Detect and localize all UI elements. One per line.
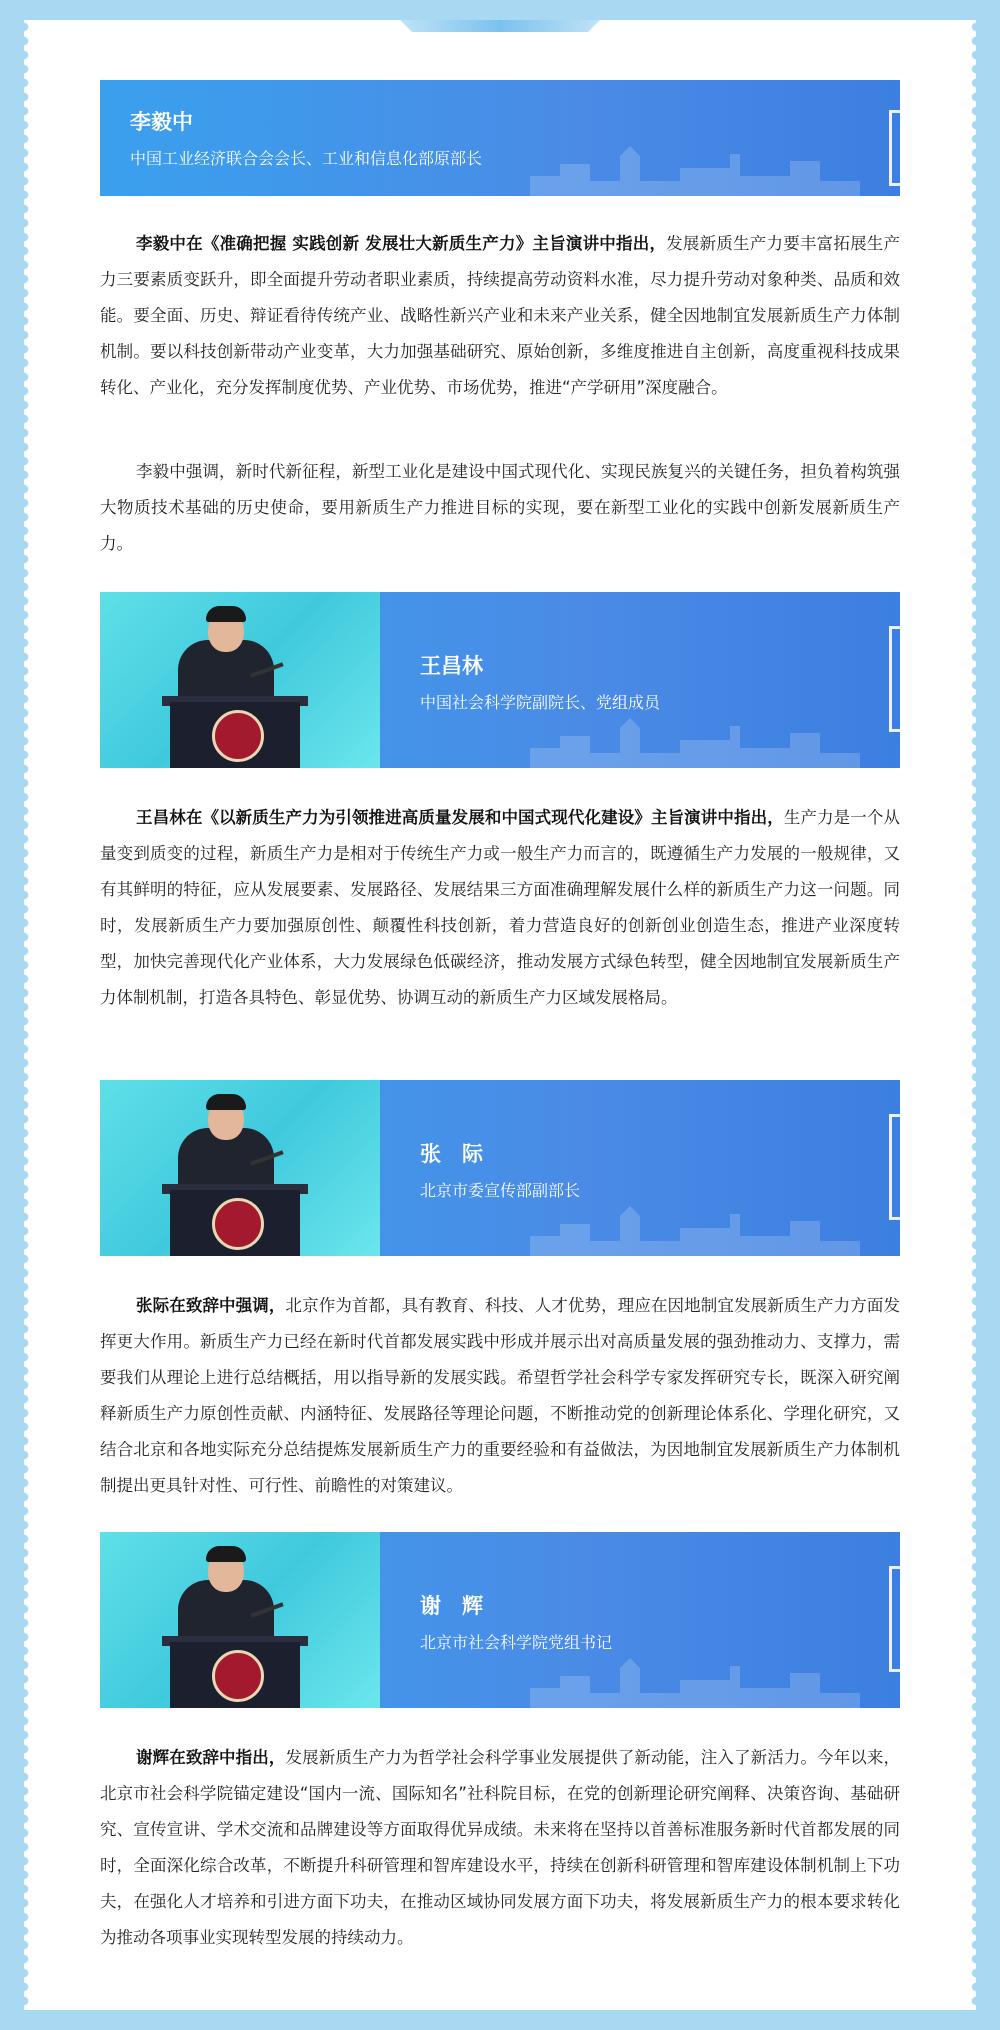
speaker-photo <box>100 1080 380 1256</box>
paragraph-text: 李毅中强调，新时代新征程，新型工业化是建设中国式现代化、实现民族复兴的关键任务，担负着构筑强大物质技术基础的历史使命，要用新质生产力推进目标的实现，要在新型工业化的实践中创新发展新质生产力。 <box>100 462 900 553</box>
speaker-name: 王昌林 <box>420 654 483 678</box>
banner-corner-bracket <box>889 1114 900 1220</box>
speaker-1-paragraph-2 <box>100 454 900 562</box>
speaker-name: 谢 辉 <box>420 1594 483 1618</box>
banner-corner-bracket <box>889 626 900 732</box>
paragraph-text: 发展新质生产力要丰富拓展生产力三要素质变跃升，即全面提升劳动者职业素质，持续提高劳动资料水准，尽力提升劳动对象种类、品质和效能。要全面、历史、辩证看待传统产业、战略性新兴产业和未来产业关系，健全因地制宜发展新质生产力体制机制。要以科技创新带动产业变革，大力加强基础研究、原始创新，多维度推进自主创新，高度重视科技成果转化、产业化，充分发挥制度优势、产业优势、市场优势，推进“产学研用”深度融合。 <box>100 234 900 397</box>
speaker-banner-1 <box>100 80 900 196</box>
speaker-4-paragraph-1 <box>100 1740 900 1956</box>
paragraph-lead: 王昌林在《以新质生产力为引领推进高质量发展和中国式现代化建设》主旨演讲中指出， <box>136 808 784 827</box>
speaker-name: 张 际 <box>420 1142 483 1166</box>
emblem-logo <box>212 710 264 762</box>
paragraph-text: 发展新质生产力为哲学社会科学事业发展提供了新动能，注入了新活力。今年以来，北京市社会科学院锚定建设“国内一流、国际知名”社科院目标，在党的创新理论研究阐释、决策咨询、基础研究、宣传宣讲、学术交流和品牌建设等方面取得优异成绩。未来将在坚持以首善标准服务新时代首都发展的同时，全面深化综合改革，不断提升科研管理和智库建设水平，持续在创新科研管理和智库建设体制机制上下功夫，在强化人才培养和引进方面下功夫，在推动区域协同发展方面下功夫，将发展新质生产力的根本要求转化为推动各项事业实现转型发展的持续动力。 <box>100 1748 901 1947</box>
speaker-banner-3 <box>100 1080 900 1256</box>
paragraph-text: 北京作为首都，具有教育、科技、人才优势，理应在因地制宜发展新质生产力方面发挥更大作用。新质生产力已经在新时代首都发展实践中形成并展示出对高质量发展的强劲推动力、支撑力，需要我们从理论上进行总结概括，用以指导新的发展实践。希望哲学社会科学专家发挥研究专长，既深入研究阐释新质生产力原创性贡献、内涵特征、发展路径等理论问题，不断推动党的创新理论体系化、学理化研究，又结合北京和各地实际充分总结提炼发展新质生产力的重要经验和有益做法，为因地制宜发展新质生产力体制机制提出更具针对性、可行性、前瞻性的对策建议。 <box>100 1296 901 1495</box>
emblem-logo <box>212 1198 264 1250</box>
speaker-title: 北京市社会科学院党组书记 <box>420 1633 613 1652</box>
speaker-title: 中国工业经济联合会会长、工业和信息化部原部长 <box>130 149 483 168</box>
speaker-name: 李毅中 <box>130 110 193 134</box>
left-scalloped-edge <box>17 20 31 2010</box>
right-scalloped-edge <box>969 20 983 2010</box>
speaker-2-paragraph-1 <box>100 800 900 1016</box>
emblem-logo <box>212 1650 264 1702</box>
paragraph-text: 生产力是一个从量变到质变的过程，新质生产力是相对于传统生产力或一般生产力而言的，既遵循生产力发展的一般规律，又有其鲜明的特征，应从发展要素、发展路径、发展结果三方面准确理解发展什么样的新质生产力这一问题。同时，发展新质生产力要加强原创性、颠覆性科技创新，着力营造良好的创新创业创造生态，推进产业深度转型，加快完善现代化产业体系，大力发展绿色低碳经济，推动发展方式绿色转型，健全因地制宜发展新质生产力体制机制，打造各具特色、彰显优势、协调互动的新质生产力区域发展格局。 <box>100 808 901 1007</box>
speaker-1-paragraph-1 <box>100 226 900 406</box>
speaker-banner-4 <box>100 1532 900 1708</box>
speaker-photo <box>100 592 380 768</box>
speaker-title: 中国社会科学院副院长、党组成员 <box>420 693 661 712</box>
speaker-photo <box>100 1532 380 1708</box>
paragraph-lead: 张际在致辞中强调， <box>136 1296 286 1315</box>
speaker-banner-2 <box>100 592 900 768</box>
skyline-decoration <box>530 126 860 196</box>
banner-corner-bracket <box>889 1566 900 1672</box>
top-decoration-tab <box>400 20 600 32</box>
speaker-title: 北京市委宣传部副部长 <box>420 1181 581 1200</box>
speaker-3-paragraph-1 <box>100 1288 900 1504</box>
banner-corner-bracket <box>889 110 900 186</box>
paragraph-lead: 李毅中在《准确把握 实践创新 发展壮大新质生产力》主旨演讲中指出， <box>136 234 667 253</box>
paragraph-lead: 谢辉在致辞中指出， <box>136 1748 286 1767</box>
